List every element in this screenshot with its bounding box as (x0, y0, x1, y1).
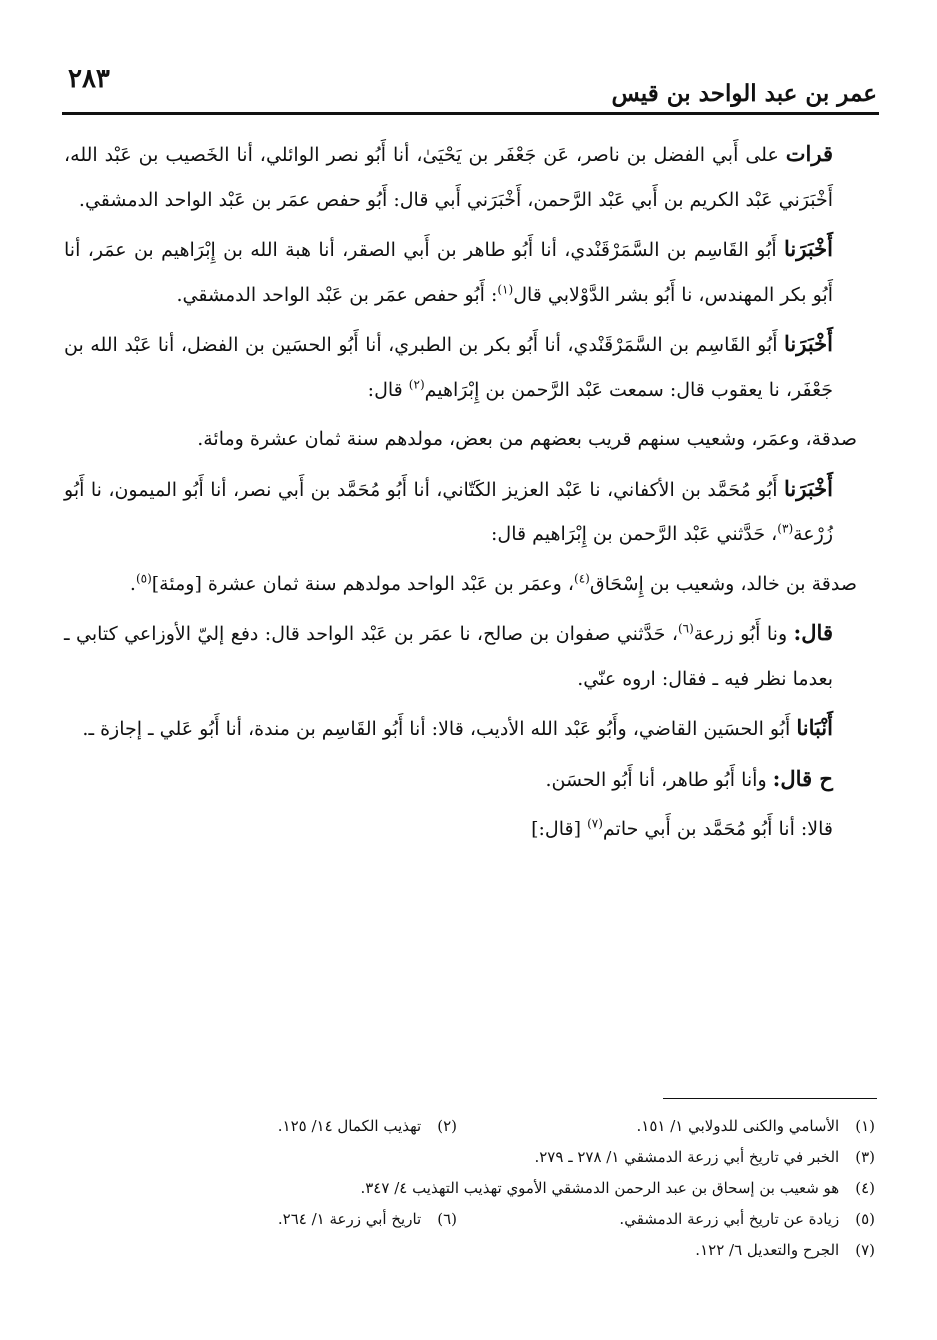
paragraph-text: : أَبُو حفص عمَر بن عَبْد الواحد الدمشقي. (176, 283, 498, 306)
paragraph-text: على أَبي الفضل بن ناصر، عَن جَعْفَر بن يَحْيَىٰ، أنا أَبُو نصر الوائلي، أنا الخَصيب بن عَبْد الله، أَخْبَرَني عَبْد الكريم بن أَبي عَبْد الرَّحمن، أَخْبَرَني أَبي قال: أَبُو حفص عمَر بن عَبْد الواحد الدمشقي. (64, 144, 833, 211)
page-number: ٢٨٣ (68, 64, 110, 94)
footnote-text: تهذيب الكمال ١٤/ ١٢٥. (277, 1117, 422, 1135)
header-rule (62, 112, 879, 115)
footnote-text: الأسامي والكنى للدولابي ١/ ١٥١. (636, 1117, 840, 1135)
footnote-ref: (٣) (777, 521, 794, 536)
footnote-number: (٥) (855, 1210, 875, 1228)
paragraph-text: [قال:] (531, 818, 588, 840)
paragraph-text: ، حَدَّثني صفوان بن صالح، نا عمَر بن عَبْد الواحد قال: دفع إليّ الأوزاعي كتابي ـ بعدما نظر فيه ـ فقال: اروه عنّي. (64, 623, 833, 690)
footnote (695, 1235, 875, 1266)
paragraph (64, 132, 875, 222)
paragraph-text: قالا: أنا أَبُو مُحَمَّد بن أَبي حاتم (602, 818, 833, 840)
paragraph (64, 467, 875, 557)
footnote (278, 1204, 457, 1235)
footnote (534, 1142, 875, 1173)
paragraph-text: أَبُو مُحَمَّد بن الأكفاني، نا عَبْد العزيز الكَتّاني، أنا أَبُو مُحَمَّد بن أَبي نصر، أنا أَبُو الميمون، نا أَبُو زُرْعة (64, 478, 833, 545)
footnote-row (70, 1235, 875, 1266)
quoted-paragraph (64, 417, 875, 462)
paragraph-text: أَبُو القَاسِم بن السَّمَرْقَنْدي، أنا أَبُو بكر بن الطبري، أنا أَبُو الحسَين بن الفضل، أنا عَبْد الله بن جَعْفَر، نا يعقوب قال: سمعت عَبْد الرَّحمن بن إِبْرَاهيم (64, 334, 833, 401)
paragraph-text: صدقة، وعمَر، وشعيب سنهم قريب بعضهم من بعض، مولدهم سنة ثمان عشرة ومائة. (197, 428, 857, 450)
paragraph-text: صدقة بن خالد، وشعيب بن إِسْحَاق (589, 572, 857, 595)
footnote-number: (٤) (855, 1179, 875, 1197)
footnote-number: (٣) (855, 1148, 875, 1166)
footnote-ref: (٤) (574, 571, 590, 586)
footnotes (70, 1111, 875, 1266)
footnote-ref: (١) (497, 282, 514, 297)
paragraph (64, 611, 875, 701)
footnote-text: الخبر في تاريخ أبي زرعة الدمشقي ١/ ٢٧٨ ـ ٢٧٩. (534, 1148, 840, 1166)
footnote-row (70, 1142, 875, 1173)
paragraph (64, 322, 875, 412)
footnote-ref: (٢) (408, 377, 425, 392)
footnote-number: (٧) (855, 1241, 875, 1259)
paragraph-lead: أَخْبَرَنا (784, 475, 833, 501)
paragraph-lead: أَخْبَرَنا (784, 331, 833, 356)
footnote (360, 1173, 875, 1204)
footnote-text: الجرح والتعديل ٦/ ١٢٢. (695, 1241, 840, 1259)
paragraph-text: . (129, 572, 136, 595)
paragraph (64, 757, 875, 803)
footnote-number: (٢) (437, 1117, 457, 1135)
footnote-row (70, 1204, 875, 1235)
footnote-row (70, 1173, 875, 1204)
footnote-ref: (٧) (587, 816, 603, 831)
paragraph-lead: ح قال: (772, 765, 833, 791)
running-title: عمر بن عبد الواحد بن قيس (611, 80, 877, 107)
footnote (457, 1204, 875, 1235)
footnote-number: (١) (855, 1117, 875, 1135)
paragraph-text: أَبُو القَاسِم بن السَّمَرْقَنْدي، أنا أَبُو طاهر بن أَبي الصقر، أنا هبة الله بن إِبْرَاهيم بن عمَر، أنا أَبُو بكر المهندس، نا أَبُو بشر الدَّوْلابي قال (64, 239, 833, 306)
footnote-number: (٦) (437, 1210, 457, 1228)
footnote (457, 1111, 875, 1142)
footnote-ref: (٥) (135, 571, 152, 586)
paragraph-text: ونا أَبُو زرعة (693, 623, 794, 645)
paragraph (64, 227, 875, 317)
quoted-paragraph (64, 562, 875, 607)
paragraph-lead: قرات (785, 141, 833, 166)
footnote-rule (663, 1098, 877, 1099)
footnote (278, 1111, 457, 1142)
main-text (64, 132, 875, 857)
paragraph-text: وأنا أَبُو طاهر، أنا أَبُو الحسَن. (545, 768, 773, 791)
paragraph-lead: أَخْبَرَنا (784, 236, 833, 261)
paragraph-lead: أَنْبَانا (796, 715, 833, 740)
paragraph (64, 807, 875, 852)
paragraph-text: ، حَدَّثني عَبْد الرَّحمن بن إِبْرَاهيم قال: (491, 523, 778, 545)
footnote-ref: (٦) (677, 621, 694, 636)
paragraph-text: قال: (367, 378, 409, 401)
paragraph-text: ، وعمَر بن عَبْد الواحد مولدهم سنة ثمان عشرة [ومئة] (151, 572, 575, 595)
footnote-text: تاريخ أبي زرعة ١/ ٢٦٤. (277, 1210, 422, 1228)
paragraph (64, 706, 875, 752)
footnote-text: زيادة عن تاريخ أبي زرعة الدمشقي. (619, 1210, 840, 1228)
paragraph-lead: قال: (793, 620, 833, 645)
paragraph-text: أَبُو الحسَين القاضي، وأَبُو عَبْد الله الأديب، قالا: أنا أَبُو القَاسِم بن مندة، أنا أَبُو عَلي ـ إجازة ـ. (82, 718, 797, 740)
footnote-row (70, 1111, 875, 1142)
footnote-text: هو شعيب بن إسحاق بن عبد الرحمن الدمشقي الأموي تهذيب التهذيب ٤/ ٣٤٧. (360, 1179, 840, 1197)
